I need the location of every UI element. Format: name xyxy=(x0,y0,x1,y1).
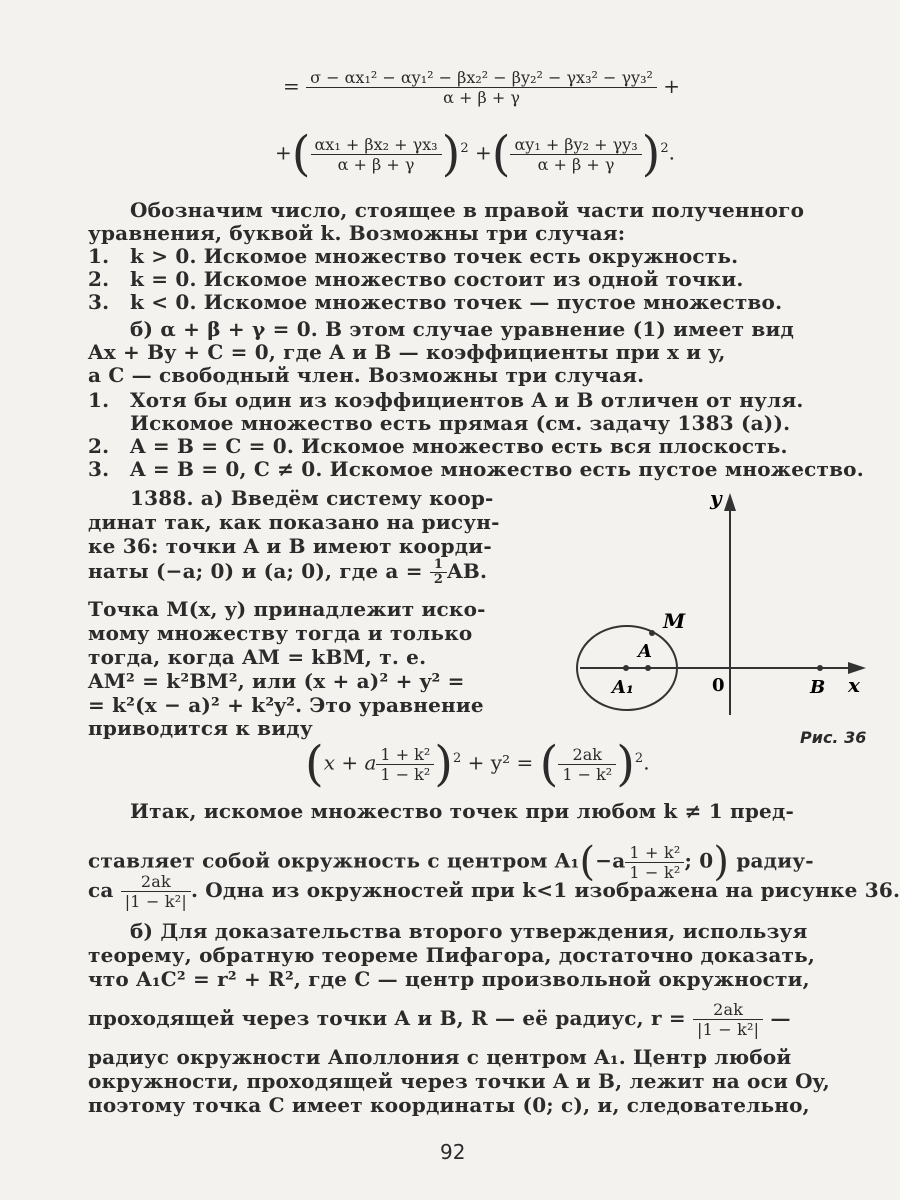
list-item: 1. Хотя бы один из коэффициентов A и B отличен от нуля. xyxy=(88,388,804,412)
fraction: $\frac{\text{1 + k²}}{\text{1 − k²}}$ xyxy=(376,745,434,784)
denominator: α + β + γ xyxy=(443,88,520,107)
text-line: мому множеству тогда и только xyxy=(88,621,473,645)
formula-circle: (x + a $\frac{\text{1 + k²}}{\text{1 − k²}}$ )$^2$ + y² = ( $\frac{2ak}{\text{1 − k²}}$ )$^2$. xyxy=(305,736,650,792)
numerator: σ − αx₁² − αy₁² − βx₂² − βy₂² − γx₃² − γy₃² xyxy=(306,68,657,88)
text-line: б) α + β + γ = 0. В этом случае уравнение (1) имеет вид xyxy=(130,317,795,341)
text-line: приводится к виду xyxy=(88,716,313,740)
text-line: Точка M(x, y) принадлежит иско- xyxy=(88,597,486,621)
fraction-half: $\frac{1}{2}$ xyxy=(430,558,447,587)
text-line: поэтому точка C имеет координаты (0; c), и, следовательно, xyxy=(88,1093,810,1117)
fraction xyxy=(311,135,442,174)
text-line: радиус окружности Аполлония с центром A₁. Центр любой xyxy=(88,1045,792,1069)
fraction xyxy=(306,68,657,107)
numerator: αx₁ + βx₂ + γx₃ xyxy=(311,135,442,155)
text-line: AM² = k²BM², или (x + a)² + y² = xyxy=(88,669,465,693)
denominator: α + β + γ xyxy=(537,154,615,174)
plus-sign: + xyxy=(663,74,681,98)
label-b: B xyxy=(810,677,826,698)
text-line: а C — свободный член. Возможны три случая. xyxy=(88,363,645,387)
label-a1: A₁ xyxy=(612,677,634,698)
point-a xyxy=(645,665,651,671)
label-a: A xyxy=(638,641,652,662)
fraction: $\frac{2ak}{\text{1 − k²}}$ xyxy=(558,745,616,784)
denominator: α + β + γ xyxy=(337,154,415,174)
list-item: 3. k < 0. Искомое множество точек — пустое множество. xyxy=(88,290,783,314)
text-line: проходящей через точки A и B, R — её радиус, r = $\frac{2ak}{\text{|1 − k²|}}$ — xyxy=(88,1000,791,1039)
text-line: Искомое множество есть прямая (см. задачу 1383 (а)). xyxy=(130,411,791,435)
text-line: что A₁C² = r² + R², где C — центр произвольной окружности, xyxy=(88,967,810,991)
text-line: уравнения, буквой k. Возможны три случая: xyxy=(88,221,626,245)
text-line: Ax + By + C = 0, где A и B — коэффициенты при x и y, xyxy=(88,340,726,364)
label-y: y xyxy=(710,486,722,510)
point-a1 xyxy=(623,665,629,671)
list-item: 1. k > 0. Искомое множество точек есть окружность. xyxy=(88,244,739,268)
text-line: Итак, искомое множество точек при любом k ≠ 1 пред- xyxy=(130,799,794,823)
figure-36 xyxy=(560,485,880,730)
text-line: 1388. а) Введём систему коор- xyxy=(130,486,494,510)
label-origin: 0 xyxy=(712,675,725,696)
text-line: Обозначим число, стоящее в правой части полученного xyxy=(130,198,805,222)
text-line: = k²(x − a)² + k²y². Это уравнение xyxy=(88,693,484,717)
text-line: динат так, как показано на рисун- xyxy=(88,510,500,534)
label-m: M xyxy=(663,609,686,633)
numerator: αy₁ + βy₂ + γy₃ xyxy=(510,135,641,155)
point-m xyxy=(649,630,655,636)
list-item: 2. A = B = C = 0. Искомое множество есть вся плоскость. xyxy=(88,434,788,458)
page-number: 92 xyxy=(440,1140,466,1164)
fraction xyxy=(510,135,641,174)
text-line: ке 36: точки A и B имеют коорди- xyxy=(88,534,492,558)
formula-sum-2: +( $\frac{\text{αx₁ + βx₂ + γx₃}}{\alpha + \beta + \gamma}$ )$^2$ +( $\frac{\text{αy₁ + βy₂ + γy₃}}{\alpha + \beta + \gamma}$ )$^2$. xyxy=(275,126,675,182)
list-item: 2. k = 0. Искомое множество состоит из одной точки. xyxy=(88,267,744,291)
equals-sign: = xyxy=(283,74,300,98)
label-x: x xyxy=(848,673,860,697)
formula-sum-1 xyxy=(283,68,680,107)
figure-caption: Рис. 36 xyxy=(800,728,867,747)
text-line: тогда, когда AM = kBM, т. е. xyxy=(88,645,427,669)
list-item: 3. A = B = 0, C ≠ 0. Искомое множество есть пустое множество. xyxy=(88,457,864,481)
text-line: б) Для доказательства второго утверждения, используя xyxy=(130,919,808,943)
text-line: окружности, проходящей через точки A и B, лежит на оси Oy, xyxy=(88,1069,830,1093)
text-line: са $\frac{2ak}{\text{|1 − k²|}}$ . Одна из окружностей при k<1 изображена на рисунке 36. xyxy=(88,872,900,911)
y-arrow-icon xyxy=(724,493,736,511)
point-b xyxy=(817,665,823,671)
text-line: ставляет собой окружность с центром A₁(−a $\frac{\text{1 + k²}}{\text{1 − k²}}$ ; 0) радиу- xyxy=(88,839,814,885)
text-line: наты (−a; 0) и (a; 0), где a = $\frac{1}{2}$ AB. xyxy=(88,557,488,587)
text-line: теорему, обратную теореме Пифагора, достаточно доказать, xyxy=(88,943,816,967)
